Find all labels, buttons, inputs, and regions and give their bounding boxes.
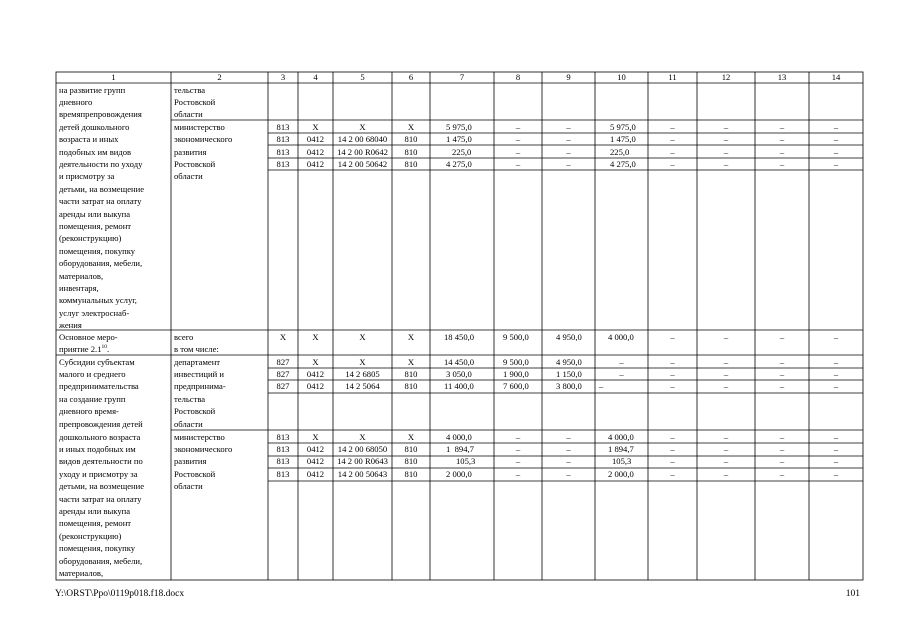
header-cell: 1 (111, 72, 116, 82)
cell: 4 950,0 (556, 331, 582, 342)
cell: 1 150,0 (556, 368, 582, 379)
footer-page-number: 101 (845, 589, 860, 599)
description-line (59, 343, 109, 355)
description-line: (реконструкцию) (59, 530, 122, 541)
cell: – (599, 381, 604, 392)
cell: 1 475,0 (610, 134, 636, 145)
cell: Х (312, 331, 319, 342)
executor-line: департамент (174, 356, 221, 367)
cell: – (779, 331, 785, 342)
description-line: и присмотру за (59, 171, 115, 182)
cell: 14 2 5064 (345, 381, 380, 392)
cell: 225,0 (610, 146, 630, 157)
cell: – (566, 468, 571, 479)
cell: – (566, 158, 571, 169)
description-line: части затрат на оплату (59, 493, 142, 504)
cell: – (515, 468, 521, 479)
cell: 105,3 (612, 456, 632, 467)
description-line: помещения, покупку (59, 245, 136, 256)
executor-line: предпринима- (174, 381, 226, 392)
cell: 810 (404, 134, 418, 145)
description-line: на создание групп (59, 393, 126, 404)
cell: 7 600,0 (503, 381, 529, 392)
cell: – (670, 134, 675, 145)
description-line: и иных подобных им (59, 443, 136, 454)
cell: – (779, 381, 785, 392)
cell: 0412 (306, 368, 325, 379)
cell: – (833, 158, 839, 169)
description-line: дневного (59, 96, 93, 107)
description-line: помещения, ремонт (59, 220, 132, 231)
cell: – (779, 134, 785, 145)
cell: 813 (276, 134, 290, 145)
executor-line: Ростовской (174, 96, 216, 107)
cell: – (833, 443, 839, 454)
cell: Х (359, 431, 366, 442)
header-cell: 14 (831, 72, 841, 82)
cell: 14 450,0 (444, 356, 475, 367)
cell: 1 900,0 (503, 368, 529, 379)
cell: 9 500,0 (503, 356, 529, 367)
cell: – (833, 356, 839, 367)
description-line: подобных им видов (59, 146, 132, 157)
cell: – (670, 356, 675, 367)
cell: 4 275,0 (610, 158, 636, 169)
cell: – (723, 431, 729, 442)
description-line: аренды или выкупа (59, 505, 131, 516)
cell: 827 (276, 356, 290, 367)
executor-line: области (174, 481, 203, 492)
header-cell: 12 (721, 72, 731, 82)
cell: 0412 (306, 158, 325, 169)
header-cell: 2 (217, 72, 222, 82)
cell: 0412 (306, 443, 325, 454)
executor-line: экономического (174, 134, 233, 145)
cell: – (670, 443, 675, 454)
footnote-ref: 10 (101, 344, 108, 351)
cell: – (833, 456, 839, 467)
cell: Х (312, 356, 319, 367)
cell: – (833, 431, 839, 442)
cell: – (566, 121, 571, 132)
executor-line: министерство (174, 431, 225, 442)
cell: 4 000,0 (608, 431, 634, 442)
cell: – (670, 158, 675, 169)
executor-line: тельства (174, 84, 206, 95)
cell: – (779, 121, 785, 132)
cell: 0412 (306, 456, 325, 467)
executor-line: области (174, 418, 203, 429)
cell: Х (407, 331, 415, 342)
cell: – (779, 158, 785, 169)
description-line: Субсидии субъектам (59, 356, 135, 367)
cell: Х (312, 431, 319, 442)
cell: Х (359, 121, 366, 132)
cell: 225,0 (452, 146, 472, 157)
executor-line: инвестиций и (174, 368, 224, 379)
executor-line: области (174, 109, 203, 120)
executor-line: в том числе: (174, 343, 219, 354)
cell: 813 (276, 146, 290, 157)
description-line: детьми, на возмещение (59, 481, 145, 492)
cell: 813 (276, 456, 290, 467)
description-line: части затрат на оплату (59, 196, 142, 207)
cell: – (566, 146, 571, 157)
cell: 0412 (306, 134, 325, 145)
cell: – (515, 121, 521, 132)
cell: 3 800,0 (556, 381, 582, 392)
cell: 4 275,0 (446, 158, 472, 169)
header-cell: 3 (280, 72, 286, 82)
executor-line: Ростовской (174, 468, 216, 479)
executor-line: Ростовской (174, 158, 216, 169)
cell: – (515, 456, 521, 467)
executor-line: экономического (174, 443, 233, 454)
cell: 2 000,0 (446, 468, 472, 479)
cell: 0412 (306, 381, 325, 392)
cell: Х (407, 356, 415, 367)
cell: – (833, 381, 839, 392)
description-line: препровождения детей (59, 418, 143, 429)
cell: – (779, 146, 785, 157)
executor-line: Ростовской (174, 406, 216, 417)
header-cell: 13 (777, 72, 787, 82)
cell: – (670, 381, 675, 392)
cell: 810 (404, 443, 418, 454)
description-line: детьми, на возмещение (59, 183, 145, 194)
cell: Х (407, 121, 415, 132)
description-line: помещения, ремонт (59, 518, 132, 529)
cell: – (670, 331, 675, 342)
cell: – (566, 443, 571, 454)
cell: 14 2 6805 (345, 368, 380, 379)
cell: 5 975,0 (446, 121, 472, 132)
cell: – (833, 146, 839, 157)
cell: – (515, 134, 521, 145)
cell: – (723, 356, 729, 367)
cell: 105,3 (456, 456, 476, 467)
cell: – (833, 134, 839, 145)
cell: – (833, 468, 839, 479)
executor-line: всего (174, 331, 194, 342)
cell: 4 950,0 (556, 356, 582, 367)
description-line: малого и среднего (59, 368, 126, 379)
cell: – (515, 443, 521, 454)
description-line: на развитие групп (59, 84, 126, 95)
description-line: коммунальных услуг, (59, 295, 137, 306)
cell: – (779, 468, 785, 479)
cell: 14 2 00 50642 (337, 158, 388, 169)
description-line: Основное меро- (59, 331, 118, 342)
description-line: времяпрепровождения (59, 109, 142, 120)
cell: – (515, 146, 521, 157)
cell: 827 (276, 381, 290, 392)
cell: 827 (276, 368, 290, 379)
cell: Х (407, 431, 415, 442)
cell: 11 400,0 (444, 381, 474, 392)
description-line: услуг электроснаб- (59, 307, 130, 318)
cell: Х (312, 121, 319, 132)
description-line: помещения, покупку (59, 543, 136, 554)
cell: 810 (404, 381, 418, 392)
cell: – (723, 121, 729, 132)
cell: 813 (276, 468, 290, 479)
cell: – (566, 456, 571, 467)
cell: 18 450,0 (444, 331, 475, 342)
cell: – (515, 431, 521, 442)
cell: – (670, 368, 675, 379)
cell: – (833, 368, 839, 379)
cell: 810 (404, 158, 418, 169)
header-cell: 7 (459, 72, 465, 82)
description-text: . (107, 343, 110, 354)
cell: – (670, 456, 675, 467)
cell: – (670, 121, 675, 132)
cell: – (833, 121, 839, 132)
cell: Х (359, 331, 366, 342)
cell: 4 000,0 (446, 431, 472, 442)
description-line: оборудования, мебели, (59, 258, 143, 269)
cell: – (723, 368, 729, 379)
cell: – (619, 368, 624, 379)
cell: Х (279, 331, 287, 342)
cell: – (723, 331, 729, 342)
description-line: дошкольного возраста (59, 431, 141, 442)
cell: – (619, 356, 624, 367)
cell: – (566, 431, 571, 442)
header-cell: 4 (313, 72, 318, 82)
cell: – (515, 158, 521, 169)
cell: 2 000,0 (608, 468, 634, 479)
description-line: жения (59, 320, 82, 331)
cell: 14 2 00 50643 (337, 468, 388, 479)
cell: – (779, 431, 785, 442)
cell: – (723, 456, 729, 467)
description-line: уходу и присмотру за (59, 468, 138, 479)
executor-line: области (174, 171, 203, 182)
cell: – (779, 356, 785, 367)
cell: – (670, 468, 675, 479)
cell: 4 000,0 (608, 331, 634, 342)
description-line: дневного время- (59, 406, 119, 417)
header-cell: 9 (566, 72, 571, 82)
executor-line: министерство (174, 121, 225, 132)
cell: – (566, 134, 571, 145)
header-cell: 5 (360, 72, 365, 82)
description-line: аренды или выкупа (59, 208, 131, 219)
description-line: материалов, (59, 567, 104, 578)
cell: – (670, 146, 675, 157)
header-cell: 6 (408, 72, 414, 82)
cell: – (723, 134, 729, 145)
cell: 813 (276, 121, 290, 132)
description-line: видов деятельности по (59, 456, 143, 467)
cell: 9 500,0 (503, 331, 529, 342)
cell: 1 894,7 (446, 443, 474, 454)
cell: – (833, 331, 839, 342)
description-line: деятельности по уходу (59, 158, 143, 169)
cell: 810 (404, 468, 418, 479)
cell: – (723, 158, 729, 169)
description-line: возраста и иных (59, 134, 119, 145)
cell: 14 2 00 68040 (337, 134, 388, 145)
cell: – (723, 381, 729, 392)
cell: 810 (404, 368, 418, 379)
cell: 0412 (306, 468, 325, 479)
cell: – (779, 443, 785, 454)
cell: Х (359, 356, 366, 367)
cell: – (723, 146, 729, 157)
cell: – (670, 431, 675, 442)
cell: – (779, 368, 785, 379)
cell: 810 (404, 146, 418, 157)
description-text: приятие 2.1 (59, 343, 102, 354)
description-line: материалов, (59, 270, 104, 281)
cell: – (723, 468, 729, 479)
cell: 813 (276, 158, 290, 169)
cell: 14 2 00 R0642 (337, 146, 388, 157)
executor-line: развития (174, 456, 207, 467)
cell: 14 2 00 68050 (337, 443, 388, 454)
executor-line: тельства (174, 393, 206, 404)
cell: 3 050,0 (446, 368, 472, 379)
cell: 5 975,0 (610, 121, 636, 132)
header-cell: 8 (515, 72, 521, 82)
header-cell: 10 (617, 72, 626, 82)
executor-line: развития (174, 146, 207, 157)
cell: – (779, 456, 785, 467)
cell: 0412 (306, 146, 325, 157)
cell: 813 (276, 443, 290, 454)
cell: – (723, 443, 729, 454)
description-line: (реконструкцию) (59, 233, 122, 244)
cell: 813 (276, 431, 290, 442)
footer-file-path: Y:\ORST\Ppo\0119p018.f18.docx (55, 589, 185, 599)
description-line: оборудования, мебели, (59, 555, 143, 566)
description-line: инвентаря, (59, 282, 99, 293)
header-cell: 11 (668, 72, 677, 82)
description-line: предпринимательства (59, 381, 139, 392)
description-line: детей дошкольного (59, 121, 130, 132)
cell: 14 2 00 R0643 (337, 456, 388, 467)
cell: 1 475,0 (446, 134, 472, 145)
cell: 1 894,7 (608, 443, 634, 454)
cell: 810 (404, 456, 418, 467)
